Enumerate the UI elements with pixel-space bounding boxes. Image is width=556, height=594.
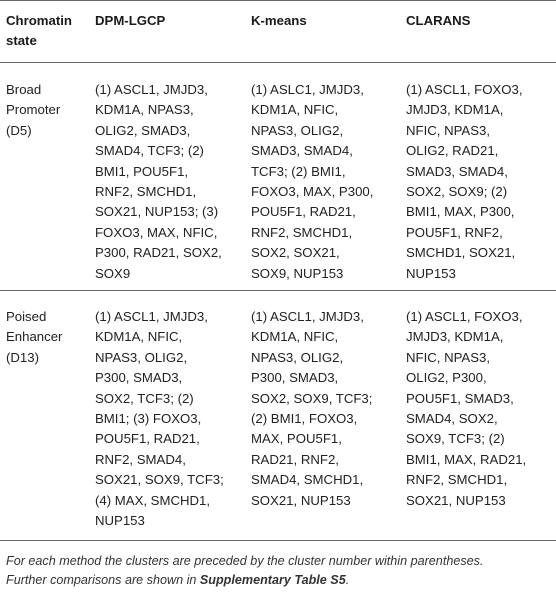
cluster-line: RAD21, RNF2, — [251, 451, 339, 467]
table-top-rule — [0, 0, 556, 1]
cluster-line: FOXO3, MAX, P300, — [251, 184, 374, 200]
row-poised-enhancer-dpm-lgcp — [95, 307, 224, 531]
cluster-line: RNF2, SMCHD1, — [406, 472, 508, 488]
row-poised-enhancer-clarans — [406, 307, 526, 511]
cluster-line: BMI1, MAX, P300, — [406, 204, 515, 220]
cluster-line: SOX21, NUP153 — [251, 492, 351, 508]
table-footnote — [6, 552, 483, 590]
footnote-text: Further comparisons are shown in — [6, 573, 200, 587]
cluster-line: POU5F1, RAD21, — [95, 431, 200, 447]
state-line: Enhancer — [6, 329, 63, 345]
row-broad-promoter-clarans — [406, 80, 523, 284]
cluster-line: RNF2, SMCHD1, — [95, 184, 197, 200]
cluster-line: NFIC, NPAS3, — [406, 349, 491, 365]
cluster-line: KDM1A, NFIC, — [95, 329, 183, 345]
cluster-line: SOX21, NUP153; (3) — [95, 204, 219, 220]
footnote-period: . — [345, 573, 350, 587]
cluster-line: SOX21, NUP153 — [406, 492, 506, 508]
cluster-line: KDM1A, NFIC, — [251, 102, 339, 118]
cluster-line: TCF3; (2) BMI1, — [251, 163, 346, 179]
cluster-line: (1) ASLC1, JMJD3, — [251, 82, 364, 97]
cluster-line: SOX21, SOX9, TCF3; — [95, 472, 224, 488]
cluster-line: OLIG2, SMAD3, — [95, 122, 191, 138]
cluster-line: BMI1; (3) FOXO3, — [95, 411, 202, 427]
cluster-line: KDM1A, NPAS3, — [95, 102, 194, 118]
cluster-line: NPAS3, OLIG2, — [95, 349, 188, 365]
cluster-line: (2) BMI1, FOXO3, — [251, 411, 358, 427]
row-broad-promoter-k-means — [251, 80, 373, 284]
cluster-line: NPAS3, OLIG2, — [251, 349, 344, 365]
cluster-line: NFIC, NPAS3, — [406, 122, 491, 138]
cluster-line: (1) ASCL1, FOXO3, — [406, 82, 523, 97]
cluster-line: NUP153 — [95, 513, 145, 529]
cluster-line: (1) ASCL1, JMJD3, — [251, 309, 364, 324]
cluster-line: BMI1, POU5F1, — [95, 163, 189, 179]
row-poised-enhancer-state — [6, 307, 62, 368]
cluster-line: SOX2, SOX9; (2) — [406, 184, 508, 200]
state-line: Promoter — [6, 102, 61, 118]
header-k-means: K-means — [251, 13, 307, 28]
cluster-line: SOX9 — [95, 265, 131, 281]
row-divider-rule — [0, 290, 556, 291]
cluster-line: MAX, POU5F1, — [251, 431, 342, 447]
cluster-line: P300, SMAD3, — [95, 370, 183, 386]
cluster-line: (1) ASCL1, FOXO3, — [406, 309, 523, 324]
table-bottom-rule — [0, 540, 556, 541]
cluster-line: SOX9, TCF3; (2) — [406, 431, 505, 447]
state-line: Poised — [6, 309, 47, 324]
supplementary-table-link[interactable]: Supplementary Table S5 — [199, 573, 346, 587]
cluster-line: SMAD3, SMAD4, — [251, 143, 353, 159]
cluster-line: SMCHD1, SOX21, — [406, 245, 516, 261]
cluster-line: BMI1, MAX, RAD21, — [406, 451, 527, 467]
header-clarans: CLARANS — [406, 13, 471, 28]
cluster-line: JMJD3, KDM1A, — [406, 329, 504, 345]
cluster-line: SOX9, NUP153 — [251, 265, 344, 281]
cluster-line: SOX2, SOX21, — [251, 245, 340, 261]
header-dpm-lgcp: DPM-LGCP — [95, 13, 166, 28]
cluster-line: NUP153 — [406, 265, 456, 281]
footnote-line — [6, 571, 483, 590]
state-line: Broad — [6, 82, 42, 97]
cluster-line: POU5F1, SMAD3, — [406, 390, 514, 406]
cluster-line: (4) MAX, SMCHD1, — [95, 492, 211, 508]
cluster-line: SMAD4, SOX2, — [406, 411, 498, 427]
cluster-line: SOX2, SOX9, TCF3; — [251, 390, 373, 406]
footnote-line: For each method the clusters are preceded by the cluster number within parentheses. — [6, 554, 484, 568]
row-broad-promoter-dpm-lgcp — [95, 80, 222, 284]
cluster-line: (1) ASCL1, JMJD3, — [95, 82, 208, 97]
cluster-line: OLIG2, P300, — [406, 370, 487, 386]
row-poised-enhancer-k-means — [251, 307, 372, 511]
cluster-line: KDM1A, NFIC, — [251, 329, 339, 345]
header-chromatin-state — [6, 11, 72, 52]
cluster-line: POU5F1, RAD21, — [251, 204, 356, 220]
state-line: (D5) — [6, 122, 32, 138]
cluster-line: OLIG2, RAD21, — [406, 143, 499, 159]
cluster-line: SMAD3, SMAD4, — [406, 163, 508, 179]
cluster-line: RNF2, SMCHD1, — [251, 224, 353, 240]
header-chromatin-state-line: Chromatin — [6, 13, 72, 28]
cluster-line: SMAD4, SMCHD1, — [251, 472, 364, 488]
cluster-line: SMAD4, TCF3; (2) — [95, 143, 204, 159]
cluster-line: POU5F1, RNF2, — [406, 224, 503, 240]
row-broad-promoter-state — [6, 80, 60, 141]
cluster-line: SOX2, TCF3; (2) — [95, 390, 194, 406]
header-rule — [0, 62, 556, 63]
cluster-line: (1) ASCL1, JMJD3, — [95, 309, 208, 324]
cluster-line: P300, RAD21, SOX2, — [95, 245, 222, 261]
cluster-line: NPAS3, OLIG2, — [251, 122, 344, 138]
cluster-line: RNF2, SMAD4, — [95, 451, 186, 467]
cluster-line: JMJD3, KDM1A, — [406, 102, 504, 118]
cluster-line: P300, SMAD3, — [251, 370, 339, 386]
header-chromatin-state-line: state — [6, 33, 37, 49]
cluster-line: FOXO3, MAX, NFIC, — [95, 224, 218, 240]
state-line: (D13) — [6, 349, 39, 365]
